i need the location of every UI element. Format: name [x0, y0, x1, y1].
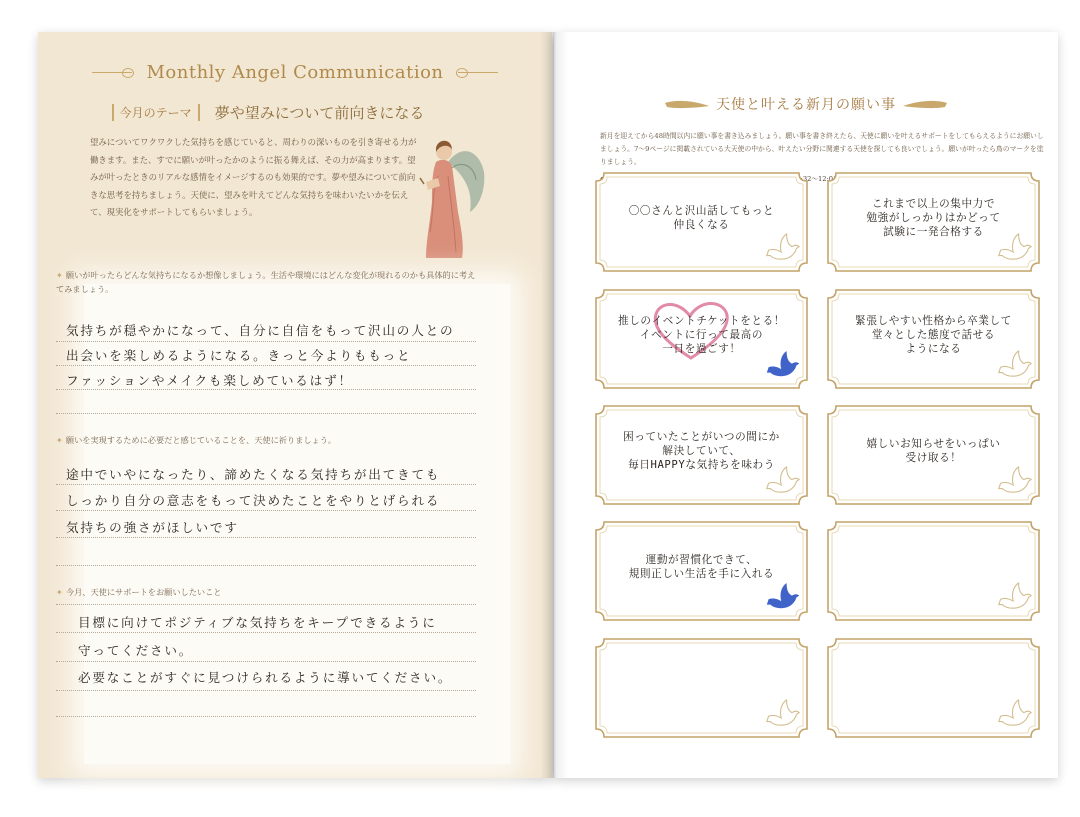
- book-gutter: [540, 32, 568, 778]
- wish-box[interactable]: [594, 637, 809, 739]
- wish-box[interactable]: [594, 171, 809, 273]
- theme-intro: 望みについてワクワクした気持ちを感じていると、周わりの深いものを引き寄せる力が働きます。また、すでに願いが叶ったかのように振る舞えば、その力が高まります。望みが叶ったときのリアルな感情をイメージするのも効果的です。夢や望みについて前向きな思考を持ちましょう。天使に、望みを叶えてどんな気持ちを味わいたいかを伝えて、現実化をサポートしてもらいましょう。: [90, 137, 417, 217]
- dove-outline-icon[interactable]: [997, 465, 1033, 496]
- question-1: ✦ 願いが叶ったらどんな気持ちになるか想像しましょう。生活や環境にはどんな変化が現れるのかも具体的に考えてみましょう。: [56, 270, 476, 294]
- answer-1-line-2[interactable]: 出会いを楽しめるようになる。きっと今よりももっと: [66, 348, 412, 363]
- dove-outline-icon[interactable]: [997, 232, 1033, 263]
- flourish-left-icon: [92, 72, 132, 74]
- dove-outline-icon[interactable]: [997, 349, 1033, 380]
- ruled-line: [56, 632, 476, 633]
- wish-box[interactable]: [594, 520, 809, 622]
- answer-3-line-3[interactable]: 必要なことがすぐに見つけられるように導いてください。: [78, 670, 453, 685]
- answer-3-line-2[interactable]: 守ってください。: [78, 643, 194, 658]
- wish-box[interactable]: [826, 637, 1041, 739]
- ruled-line: [56, 565, 476, 566]
- wing-ornament-left: [665, 99, 711, 111]
- ruled-line: [56, 341, 476, 342]
- angel-illustration: [418, 132, 488, 262]
- wishes-header-text: 天使と叶える新月の願い事: [716, 97, 896, 113]
- ruled-line: [56, 604, 476, 605]
- wish-box[interactable]: [594, 288, 809, 390]
- star-icon: ✦: [56, 270, 63, 280]
- dove-blue-icon[interactable]: [765, 581, 801, 612]
- star-icon: ✦: [56, 587, 63, 597]
- dove-outline-icon[interactable]: [765, 465, 801, 496]
- wish-text[interactable]: 〇〇さんと沢山話してもっと 仲良くなる: [628, 205, 775, 231]
- wing-ornament-right: [901, 99, 947, 111]
- wish-box[interactable]: [826, 171, 1041, 273]
- ruled-line: [56, 510, 476, 511]
- star-icon: ✦: [56, 435, 63, 445]
- flourish-right-icon: [458, 72, 498, 74]
- answer-1-line-3[interactable]: ファッションやメイクも楽しめているはず！: [66, 373, 353, 388]
- dove-outline-icon[interactable]: [997, 698, 1033, 729]
- answer-2-line-1[interactable]: 途中でいやになったり、諦めたくなる気持ちが出てきても: [66, 467, 441, 482]
- ruled-line: [56, 484, 476, 485]
- wish-text[interactable]: 緊張しやすい性格から卒業して 堂々とした態度で話せる ようになる: [855, 315, 1012, 355]
- monthly-header: [38, 62, 552, 83]
- ruled-line: [56, 716, 476, 717]
- wish-box[interactable]: [826, 520, 1041, 622]
- question-3: ✦ 今月、天使にサポートをお願いしたいこと: [56, 587, 222, 597]
- wishes-header: [554, 94, 1058, 114]
- answer-2-line-3[interactable]: 気持ちの強さがほしいです: [66, 520, 239, 535]
- dove-outline-icon[interactable]: [765, 232, 801, 263]
- dove-outline-icon[interactable]: [765, 698, 801, 729]
- wish-text[interactable]: 推しのイベントチケットをとる！ イベントに行って最高の 一日を過ごす！: [618, 315, 785, 355]
- wish-box[interactable]: [826, 288, 1041, 390]
- ruled-line: [56, 661, 476, 662]
- wishes-intro: 新月を迎えてから48時間以内に願い事を書き込みましょう。願い事を書き終えたら、天使に願いを叶えるサポートをしてもらえるようにお願いしましょう。7〜9ページに掲載されている大天使の中から、叶えたい分野に関連する天使を探しても良いでしょう。願いが叶ったら鳥のマークを塗りましょう。: [600, 132, 1044, 166]
- wish-box[interactable]: [594, 404, 809, 506]
- dove-outline-icon[interactable]: [997, 581, 1033, 612]
- answer-1-line-1[interactable]: 気持ちが穏やかになって、自分に自信をもって沢山の人との: [66, 323, 455, 338]
- answer-3-line-1[interactable]: 目標に向けてポジティブな気持ちをキープできるように: [78, 615, 437, 630]
- ruled-line: [56, 537, 476, 538]
- monthly-header-text: Monthly Angel Communication: [146, 62, 444, 83]
- answer-2-line-2[interactable]: しっかり自分の意志をもって決めたことをやりとげられる: [66, 493, 441, 508]
- theme-row: [38, 102, 498, 123]
- wish-text[interactable]: 運動が習慣化できて、 規則正しい生活を手に入れる: [628, 554, 775, 580]
- ruled-line: [56, 365, 476, 366]
- wish-text[interactable]: これまで以上の集中力で 勉強がしっかりはかどって 試験に一発合格する: [866, 198, 1001, 238]
- wish-box[interactable]: [826, 404, 1041, 506]
- wish-text[interactable]: 嬉しいお知らせをいっぱい 受け取る！: [866, 438, 1001, 464]
- question-2: ✦ 願いを実現するために必要だと感じていることを、天使に祈りましょう。: [56, 435, 337, 445]
- theme-label: 今月のテーマ: [112, 104, 200, 121]
- ruled-line: [56, 690, 476, 691]
- theme-title: 夢や望みについて前向きになる: [214, 104, 425, 122]
- dove-blue-icon[interactable]: [765, 349, 801, 380]
- wish-text[interactable]: 困っていたことがいつの間にか 解決していて、 毎日HAPPYな気持ちを味わう: [623, 431, 780, 471]
- ruled-line: [56, 413, 476, 414]
- ruled-line: [56, 389, 476, 390]
